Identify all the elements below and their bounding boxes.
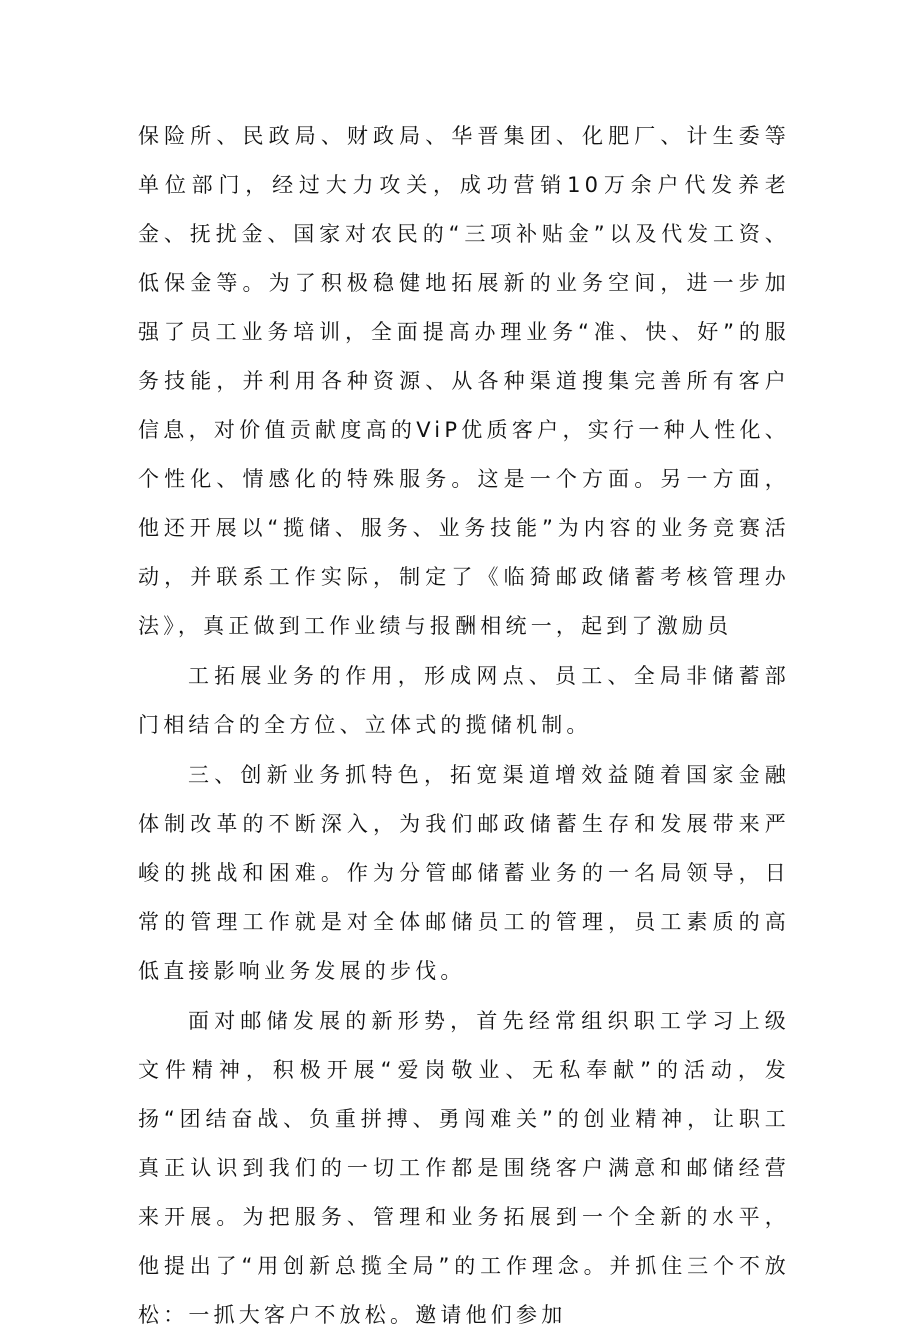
paragraph-staff-development: 工拓展业务的作用，形成网点、员工、全局非储蓄部门相结合的全方位、立体式的揽储机制。 bbox=[138, 664, 790, 737]
body-text bbox=[138, 112, 790, 1340]
paragraph-new-situation: 面对邮储发展的新形势，首先经常组织职工学习上级文件精神，积极开展“爱岗敬业、无私奉献”的活动，发扬“团结奋战、负重拼搏、勇闯难关”的创业精神，让职工真正认识到我们的一切工作都是围绕客户满意和邮储经营来开展。为把服务、管理和业务拓展到一个全新的水平，他提出了“用创新总揽全局”的工作理念。并抓住三个不放松：一抓大客户不放松。邀请他们参加 bbox=[138, 1009, 790, 1327]
paragraph-continuation: 保险所、民政局、财政局、华晋集团、化肥厂、计生委等单位部门，经过大力攻关，成功营销10万余户代发养老金、抚扰金、国家对农民的“三项补贴金”以及代发工资、低保金等。为了积极稳健地拓展新的业务空间，进一步加强了员工业务培训，全面提高办理业务“准、快、好”的服务技能，并利用各种资源、从各种渠道搜集完善所有客户信息，对价值贡献度高的ViP优质客户，实行一种人性化、个性化、情感化的特殊服务。这是一个方面。另一方面，他还开展以“揽储、服务、业务技能”为内容的业务竞赛活动，并联系工作实际，制定了《临猗邮政储蓄考核管理办法》，真正做到工作业绩与报酬相统一，起到了激励员 bbox=[138, 124, 790, 638]
paragraph-innovation-section: 三、创新业务抓特色，拓宽渠道增效益随着国家金融体制改革的不断深入，为我们邮政储蓄生存和发展带来严峻的挑战和困难。作为分管邮储蓄业务的一名局领导，日常的管理工作就是对全体邮储员工的管理，员工素质的高低直接影响业务发展的步伐。 bbox=[138, 763, 790, 983]
